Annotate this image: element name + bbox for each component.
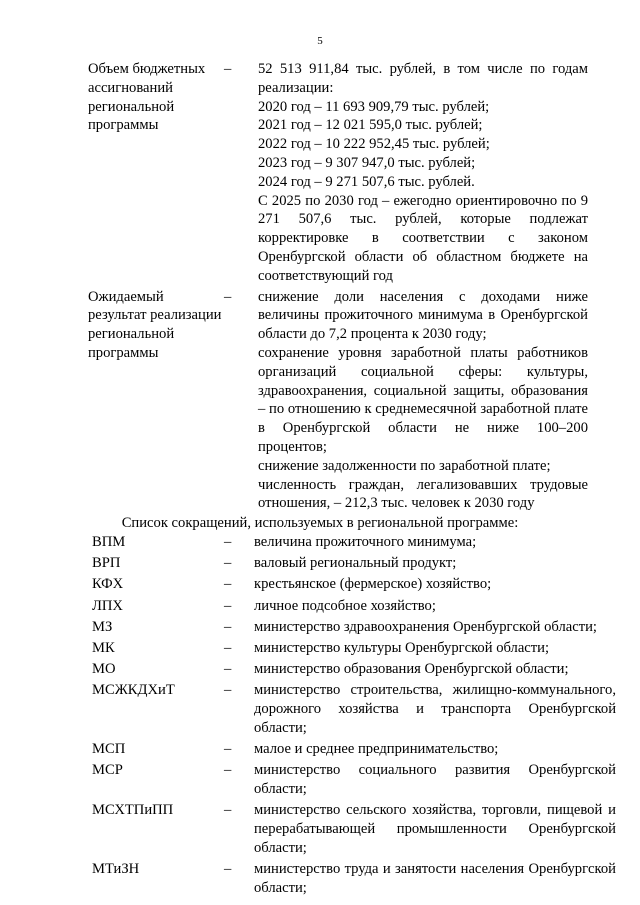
abbreviation-definition: министерство социального развития Оренбургской области; [254,762,616,798]
passport-line: численность граждан, легализовавших трудовые отношения, – 212,3 тыс. человек к 2030 году [258,476,588,512]
abbreviation-term: МСЖКДХиТ [92,682,175,699]
passport-line: сохранение уровня заработной платы работников организаций социальной сферы: культуры, здравоохранения, социальной защиты, образования – по отношению к среднемесячной заработной плате в Оренбургской области не ниже 100–200 процентов; [258,344,588,455]
abbreviation-definition: личное подсобное хозяйство; [254,597,436,614]
abbreviation-dash: – [224,618,232,635]
passport-row-results [88,288,588,514]
abbreviation-definition: крестьянское (фермерское) хозяйство; [254,576,492,593]
abbreviation-term: КФХ [92,576,124,593]
abbreviation-definition: министерство труда и занятости населения Оренбургской области; [254,861,616,896]
abbreviation-term: ВРП [92,555,121,572]
abbreviation-definition: министерство строительства, жилищно-коммунального, дорожного хозяйства и транспорта Оренбургской области; [254,682,616,736]
abbreviation-term: МО [92,661,116,678]
abbreviation-row [92,618,616,637]
abbreviation-dash: – [224,762,232,779]
abbreviation-row [92,761,616,799]
passport-line: 2022 год – 10 222 952,45 тыс. рублей; [258,136,490,153]
abbreviation-dash: – [224,534,232,550]
abbreviation-term: МСР [92,762,123,779]
abbreviation-term: МТиЗН [92,861,140,878]
passport-row-budget [88,60,588,286]
abbreviation-definition: министерство сельского хозяйства, торговли, пищевой и перерабатывающей промышленности Оренбургской области; [254,802,616,856]
abbreviation-definition: министерство здравоохранения Оренбургской области; [254,618,597,635]
abbreviation-row [92,533,616,552]
passport-dash: – [224,61,232,77]
abbreviation-definition: министерство культуры Оренбургской области; [254,639,550,656]
passport-line: 52 513 911,84 тыс. рублей, в том числе по годам реализации: [258,61,588,96]
abbreviation-dash: – [224,639,232,656]
abbreviation-row [92,681,616,737]
passport-line: снижение доли населения с доходами ниже величины прожиточного минимума в Оренбургской области до 7,2 процента к 2030 году; [258,288,588,343]
abbreviation-definition: малое и среднее предпринимательство; [254,741,499,758]
passport-table [88,60,588,515]
abbreviation-term: МК [92,639,115,656]
abbreviation-term: ЛПХ [92,597,123,614]
passport-label: Объем бюджетных ассигнований региональной программы [88,61,206,134]
abbreviations-list [92,533,616,900]
abbreviation-row [92,740,616,759]
abbreviation-row [92,639,616,658]
passport-line: 2024 год – 9 271 507,6 тыс. рублей. [258,173,475,190]
abbreviation-row [92,575,616,594]
abbreviation-term: МСП [92,741,126,758]
passport-line: С 2025 по 2030 год – ежегодно ориентировочно по 9 271 507,6 тыс. рублей, которые подлежат корректировке в соответствии с законом Оренбургской области об областном бюджете на соответствующий год [258,192,588,284]
abbreviation-term: МЗ [92,618,113,635]
passport-line: 2023 год – 9 307 947,0 тыс. рублей; [258,154,476,171]
abbreviation-dash: – [224,802,232,819]
abbreviation-row [92,860,616,898]
abbreviation-dash: – [224,661,232,678]
passport-dash: – [224,288,232,305]
abbreviation-definition: министерство образования Оренбургской области; [254,661,569,678]
abbreviation-term: МСХТПиПП [92,802,174,819]
abbreviation-definition: величина прожиточного минимума; [254,534,477,550]
page-number: 5 [317,35,323,47]
abbreviation-dash: – [224,597,232,614]
abbreviations-title: Список сокращений, используемых в региональной программе: [121,515,519,531]
abbreviation-row [92,660,616,679]
passport-label: Ожидаемый результат реализации региональной программы [88,288,222,361]
abbreviation-dash: – [224,576,232,593]
abbreviation-definition: валовый региональный продукт; [254,555,457,572]
abbreviation-dash: – [224,682,232,699]
abbreviation-dash: – [224,741,232,758]
abbreviation-dash: – [224,555,232,572]
passport-text [258,288,588,514]
passport-line: снижение задолженности по заработной плате; [258,457,551,474]
passport-line: 2021 год – 12 021 595,0 тыс. рублей; [258,117,483,134]
abbreviation-row [92,597,616,616]
abbreviation-dash: – [224,861,232,878]
abbreviation-term: ВПМ [92,534,126,550]
passport-text [258,60,588,286]
abbreviation-row [92,801,616,857]
passport-line: 2020 год – 11 693 909,79 тыс. рублей; [258,98,490,115]
abbreviation-row [92,554,616,573]
